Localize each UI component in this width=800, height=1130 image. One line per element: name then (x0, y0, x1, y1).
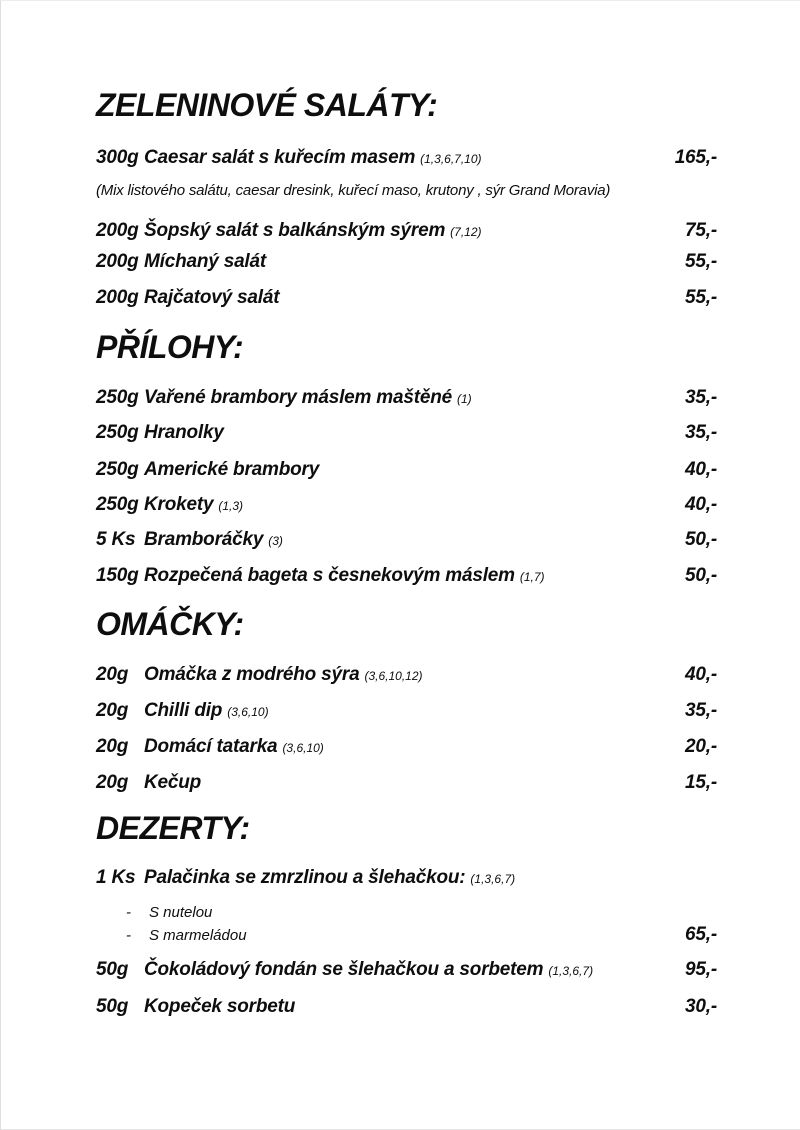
section-title-sides: PŘÍLOHY: (96, 329, 244, 365)
item-quantity: 300g (96, 147, 139, 168)
item-price: 35,- (685, 700, 717, 721)
item-quantity: 1 Ks (96, 867, 136, 888)
menu-item-row (96, 146, 717, 171)
menu-item-row (96, 386, 717, 411)
item-quantity: 50g (96, 959, 129, 980)
menu-item-row (96, 250, 717, 273)
dash-bullet: - (126, 927, 131, 944)
item-price: 30,- (685, 996, 717, 1017)
variant-row (96, 903, 717, 922)
item-quantity: 250g (96, 422, 139, 443)
menu-item-row (96, 458, 717, 481)
item-allergens: (3,6,10) (282, 741, 324, 755)
item-price: 20,- (685, 736, 717, 757)
item-allergens: (3,6,10,12) (364, 669, 423, 683)
item-allergens: (7,12) (450, 225, 482, 239)
item-name: Omáčka z modrého sýra (144, 664, 360, 685)
item-price: 35,- (685, 387, 717, 408)
item-name: Čokoládový fondán se šlehačkou a sorbetem (144, 959, 544, 980)
menu-item-row (96, 958, 717, 983)
item-quantity: 20g (96, 664, 129, 685)
item-quantity: 200g (96, 251, 139, 272)
item-price: 40,- (685, 494, 717, 515)
item-name: Palačinka se zmrzlinou a šlehačkou: (144, 867, 466, 888)
item-name: Hranolky (144, 422, 224, 443)
item-name: Caesar salát s kuřecím masem (144, 147, 416, 168)
item-name: Domácí tatarka (144, 736, 278, 757)
section-title-desserts: DEZERTY: (96, 810, 250, 846)
item-name: Kopeček sorbetu (144, 996, 296, 1017)
item-allergens: (1,3) (218, 499, 244, 513)
menu-item-row (96, 421, 717, 444)
menu-item-row (96, 219, 717, 244)
item-quantity: 20g (96, 700, 129, 721)
item-quantity: 250g (96, 387, 139, 408)
item-name: Krokety (144, 494, 214, 515)
item-price: 165,- (674, 147, 717, 168)
item-quantity: 200g (96, 287, 139, 308)
item-quantity: 250g (96, 494, 139, 515)
item-name: Rajčatový salát (144, 287, 280, 308)
item-quantity: 50g (96, 996, 129, 1017)
item-quantity: 200g (96, 220, 139, 241)
menu-item-row (96, 995, 717, 1018)
item-price: 35,- (685, 422, 717, 443)
item-price: 95,- (685, 959, 717, 980)
menu-item-row (96, 771, 717, 794)
item-description: (Mix listového salátu, caesar dresink, kuřecí maso, krutony , sýr Grand Moravia) (96, 182, 611, 199)
item-quantity: 250g (96, 459, 139, 480)
item-allergens: (1,7) (519, 570, 545, 584)
item-name: Kečup (144, 772, 202, 793)
item-price: 55,- (685, 287, 717, 308)
menu-item-row (96, 866, 717, 891)
menu-item-row (96, 699, 717, 724)
item-quantity: 5 Ks (96, 529, 136, 550)
menu-item-row (96, 286, 717, 309)
item-name: Rozpečená bageta s česnekovým máslem (144, 565, 515, 586)
item-price: 75,- (685, 220, 717, 241)
menu-item-row (96, 663, 717, 688)
variant-label: S marmeládou (149, 927, 247, 944)
item-quantity: 20g (96, 736, 129, 757)
section-title-salads: ZELENINOVÉ SALÁTY: (96, 87, 438, 123)
item-name: Šopský salát s balkánským sýrem (144, 220, 446, 241)
item-allergens: (1,3,6,7) (470, 872, 516, 886)
item-quantity: 20g (96, 772, 129, 793)
variant-label: S nutelou (149, 904, 213, 921)
item-price: 50,- (685, 529, 717, 550)
variant-row (96, 925, 717, 945)
dash-bullet: - (126, 904, 131, 921)
item-name: Chilli dip (144, 700, 223, 721)
item-price: 40,- (685, 459, 717, 480)
item-quantity: 150g (96, 565, 139, 586)
item-name: Bramboráčky (144, 529, 264, 550)
item-allergens: (1,3,6,7,10) (420, 152, 482, 166)
item-name: Vařené brambory máslem maštěné (144, 387, 453, 408)
variant-price: 65,- (685, 924, 717, 945)
item-price: 15,- (685, 772, 717, 793)
item-price: 40,- (685, 664, 717, 685)
menu-item-row (96, 564, 717, 589)
item-allergens: (3) (268, 534, 283, 548)
item-price: 55,- (685, 251, 717, 272)
item-allergens: (1) (457, 392, 472, 406)
section-title-sauces: OMÁČKY: (96, 606, 244, 642)
menu-item-row (96, 528, 717, 553)
item-allergens: (3,6,10) (227, 705, 269, 719)
menu-item-row (96, 735, 717, 760)
item-allergens: (1,3,6,7) (548, 964, 594, 978)
item-name: Míchaný salát (144, 251, 267, 272)
item-price: 50,- (685, 565, 717, 586)
menu-item-row (96, 493, 717, 518)
item-name: Americké brambory (144, 459, 320, 480)
